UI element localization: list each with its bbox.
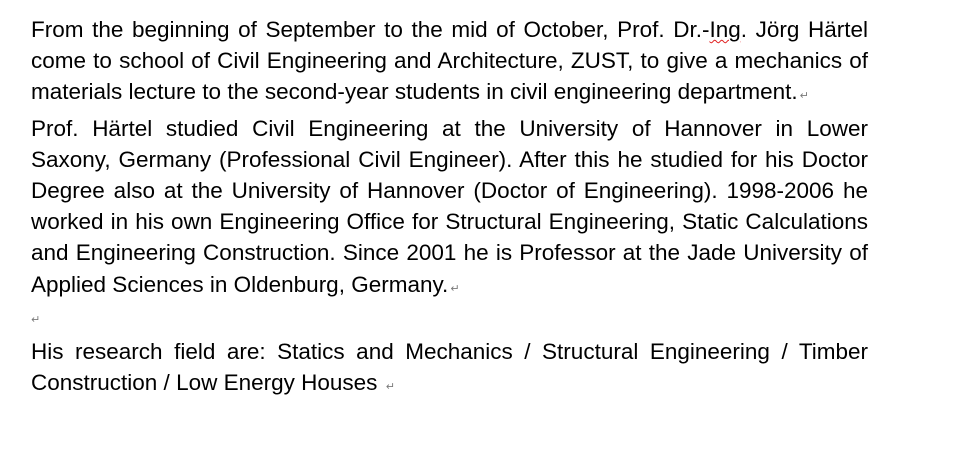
paragraph-2-text: Prof. Härtel studied Civil Engineering at the University of Hannover in Lower Saxony, Germany (Professional Civil Engineer). After this he studied for his Doctor Degree also at the University of Hannover (Doctor of Engineering). 1998-2006 he worked in his own Engineering Office for Structural Engineering, Static Calculations and Engineering Construction. Since 2001 he is Professor at the Jade University of Applied Sciences in Oldenburg, Germany. bbox=[31, 115, 868, 297]
paragraph-mark-icon: ↵ bbox=[450, 282, 460, 295]
paragraph-1-text-start: From the beginning of September to the mid of October, Prof. Dr.- bbox=[31, 17, 710, 42]
paragraph-1-text-end: . Jörg Härtel come to school of Civil Engineering and Architecture, ZUST, to give a mechanics of materials lecture to the second-year students in civil engineering department. bbox=[31, 17, 868, 105]
paragraph-mark-icon: ↵ bbox=[799, 90, 809, 103]
paragraph-3-text: His research field are: Statics and Mechanics / Structural Engineering / Timber Construction / Low Energy Houses bbox=[31, 339, 868, 396]
spellcheck-flagged-word: Ing bbox=[709, 17, 741, 42]
paragraph-mark-icon: ↵ bbox=[31, 313, 41, 326]
paragraph-biography bbox=[31, 113, 868, 305]
document-body bbox=[31, 14, 868, 403]
paragraph-research-fields bbox=[31, 336, 868, 403]
paragraph-mark-icon: ↵ bbox=[385, 381, 395, 394]
paragraph-lecture-announcement bbox=[31, 14, 868, 113]
empty-paragraph bbox=[31, 305, 868, 336]
